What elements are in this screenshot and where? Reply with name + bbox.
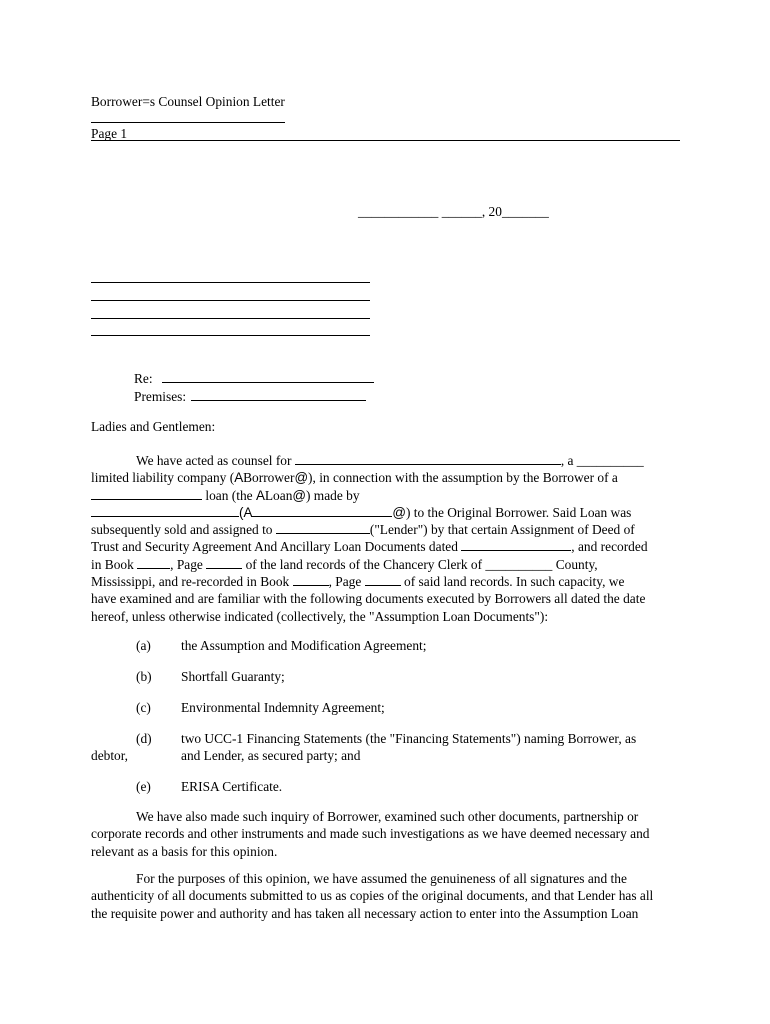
original-lender-blank	[91, 505, 239, 517]
rerecorded-page-blank	[365, 574, 401, 586]
address-line-4	[91, 335, 370, 336]
rerecorded-book-blank	[293, 574, 329, 586]
re-label: Re:	[134, 371, 153, 386]
para1-line-1: We have acted as counsel for , a __________	[136, 453, 644, 468]
premises-label: Premises:	[134, 389, 187, 404]
address-line-1	[91, 282, 370, 283]
para1-line-2: limited liability company (ABorrower@), in connection with the assumption by the Borrower of a	[91, 470, 618, 486]
paragraph-inquiry	[91, 808, 680, 860]
header-rule-short	[91, 122, 285, 123]
para1-line-6: Trust and Security Agreement And Ancillary Loan Documents dated , and recorded	[91, 539, 648, 555]
paragraph-assumptions	[91, 870, 680, 922]
para2-line-1: We have also made such inquiry of Borrower, examined such other documents, partnership or	[136, 809, 639, 824]
para1-line-3: loan (the ALoan@) made by	[91, 487, 680, 504]
re-blank	[162, 371, 374, 383]
premises-blank	[191, 389, 366, 401]
book-blank	[137, 557, 170, 569]
header-title: Borrower=s Counsel Opinion Letter	[91, 94, 285, 109]
header-rule-full	[91, 140, 680, 141]
para1-line-4: (A @) to the Original Borrower. Said Loan was	[91, 504, 680, 521]
para2-line-3: relevant as a basis for this opinion.	[91, 843, 278, 859]
para1-line-8: Mississippi, and re-recorded in Book , Page of said land records. In such capacity, we	[91, 574, 625, 590]
premises-line	[134, 388, 374, 406]
loan-amount-blank	[91, 488, 202, 500]
address-line-3	[91, 318, 370, 319]
original-lender-short-blank	[252, 505, 392, 517]
para1-line-10: hereof, unless otherwise indicated (collectively, the "Assumption Loan Documents"):	[91, 608, 549, 624]
re-line	[134, 370, 374, 388]
para3-line-2: authenticity of all documents submitted to us as copies of the original documents, and that Lender has all	[91, 888, 654, 904]
reference-block	[134, 370, 374, 406]
date-line: ____________ ______, 20_______	[358, 204, 549, 219]
para1-line-7: in Book , Page of the land records of the Chancery Clerk of __________ County,	[91, 556, 598, 572]
para3-line-1: For the purposes of this opinion, we have assumed the genuineness of all signatures and the	[136, 871, 627, 886]
header-page-number: Page 1	[91, 126, 128, 141]
page-blank	[206, 557, 242, 569]
salutation: Ladies and Gentlemen:	[91, 419, 216, 434]
paragraph-counsel	[91, 452, 680, 625]
para1-line-5: subsequently sold and assigned to ("Lender") by that certain Assignment of Deed of	[91, 522, 635, 538]
list-item-continuation: debtor, and Lender, as secured party; and	[91, 748, 361, 764]
para1-line-9: have examined and are familiar with the following documents executed by Borrowers all dated the date	[91, 591, 646, 607]
counsel-blank	[295, 453, 561, 465]
para2-line-2: corporate records and other instruments and made such investigations as we have deemed necessary and	[91, 826, 650, 842]
lender-blank	[276, 522, 370, 534]
document-page: Borrower=s Counsel Opinion Letter Page 1 ____________ ______, 20_______ Re: Premises: Ladies and Gentlemen: We have acted as counsel for , a __________ limited liability company (ABorrower@), in connection with the assumption by the Borrower of a loan (the ALoan@) made by (A @) to the Original Borrower. Said Loan was subsequently sold and assigned to ("Lender") by that certain Assignment of Deed of Trust and Security Agreement And Ancillary Loan Documents dated , and recorded in Book , Page of the land records of the Chancery Clerk of __________ County, Mississippi, and re-recorded in Book , Page of said land records. In such capacity, we have examined and are familiar with the following documents executed by Borrowers all dated the date hereof, unless otherwise indicated (collectively, the "Assumption Loan Documents"): (a) the Assumption and Modification Agreement; (b) Shortfall Guaranty; (c) Environmental Indemnity Agreement; (d) two UCC-1 Financing Statements (the "Financing Statements") naming Borrower, as debtor, and Lender, as secured party; and (e) ERISA Certificate. We have also made such inquiry of Borrower, examined such other documents, partnership or corporate records and other instruments and made such investigations as we have deemed necessary and relevant as a basis for this opinion. For the purposes of this opinion, we have assumed the genuineness of all signatures and the authenticity of all documents submitted to us as copies of the original documents, and that Lender has all the requisite power and authority and has taken all necessary action to enter into the Assumption Loan	[0, 0, 770, 1024]
assignment-date-blank	[461, 539, 571, 551]
address-line-2	[91, 300, 370, 301]
para3-line-3: the requisite power and authority and has taken all necessary action to enter into the Assumption Loan	[91, 905, 639, 921]
